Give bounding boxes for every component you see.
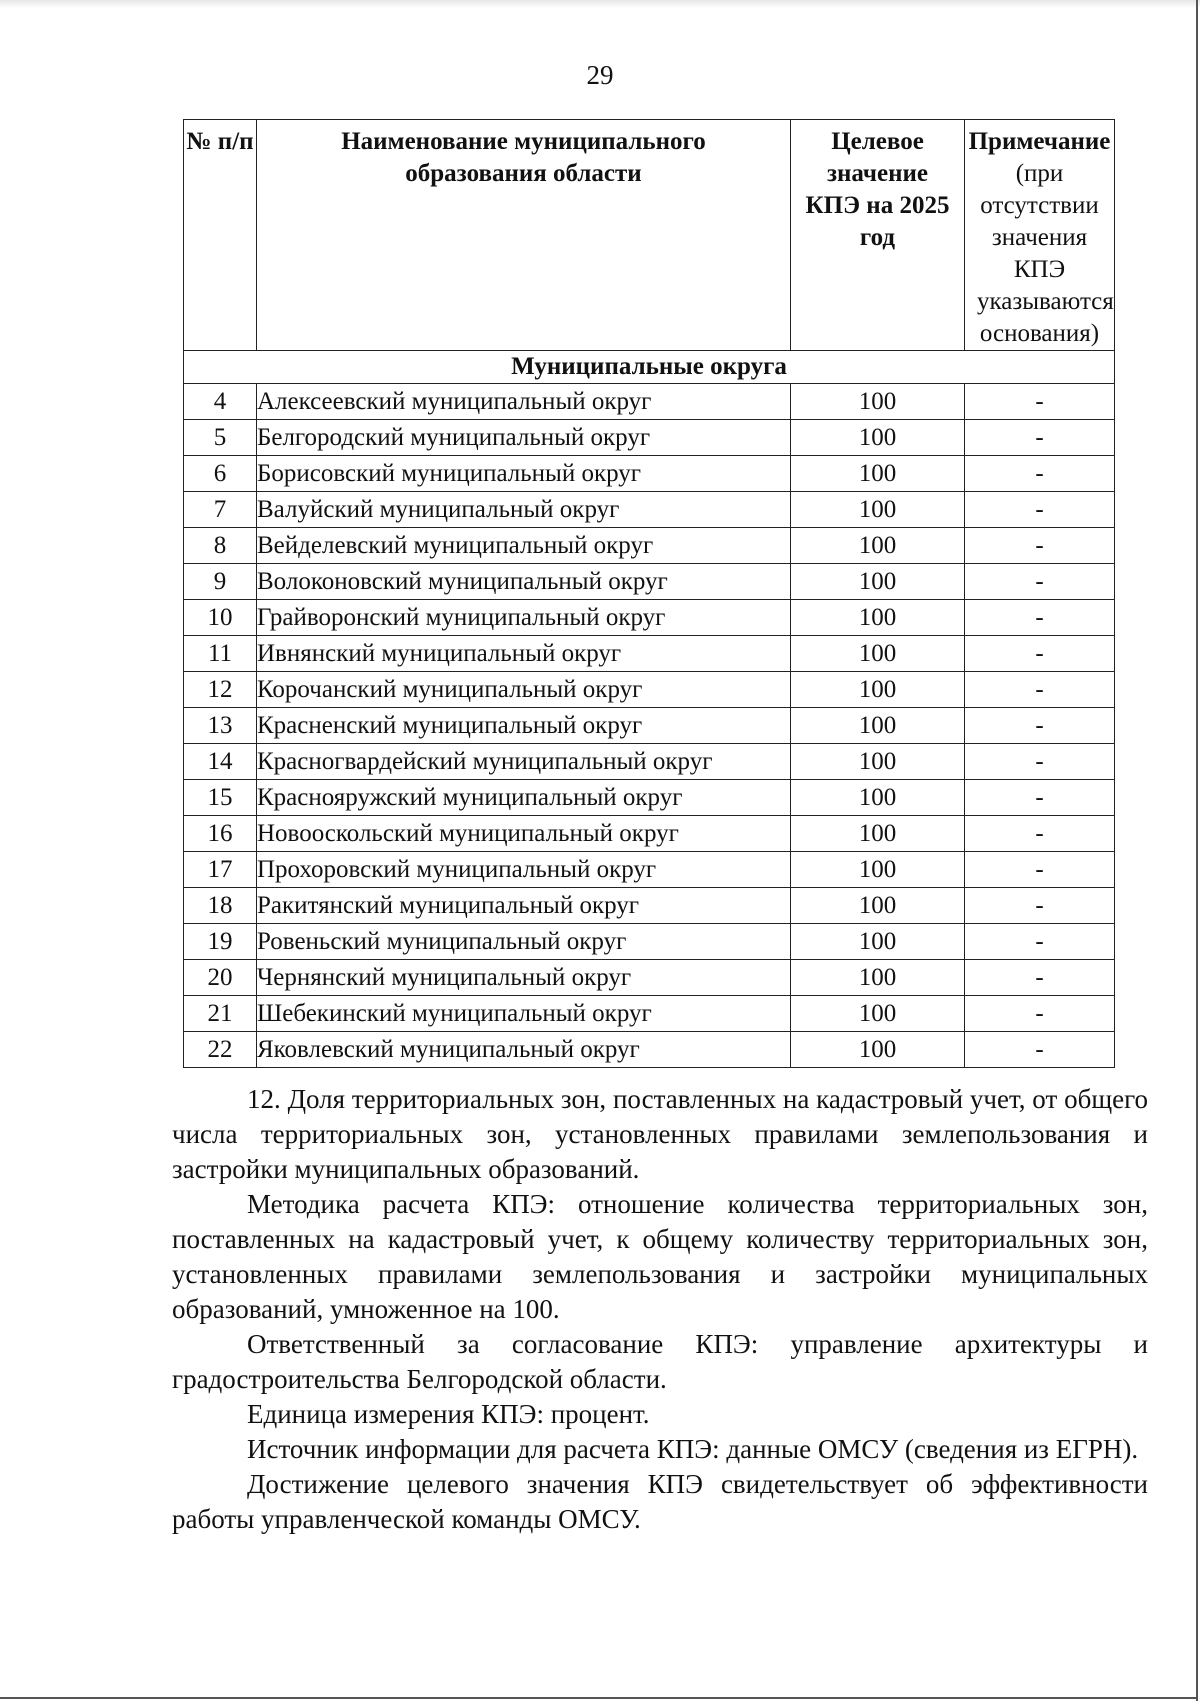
row-note: - (965, 1032, 1115, 1068)
page-number: 29 (586, 60, 614, 90)
row-target-value: 100 (791, 888, 965, 924)
row-note: - (965, 924, 1115, 960)
table-row (184, 672, 1115, 708)
table-row (184, 708, 1115, 744)
row-municipality-name: Валуйский муниципальный округ (257, 492, 791, 528)
kpe-table (183, 119, 1115, 1068)
row-note: - (965, 600, 1115, 636)
row-target-value: 100 (791, 492, 965, 528)
row-note: - (965, 852, 1115, 888)
row-municipality-name: Новооскольский муниципальный округ (257, 816, 791, 852)
paragraph-unit: Единица измерения КПЭ: процент. (247, 1399, 650, 1429)
row-number: 5 (184, 420, 257, 456)
row-number: 14 (184, 744, 257, 780)
row-note: - (965, 564, 1115, 600)
row-number: 17 (184, 852, 257, 888)
row-number: 15 (184, 780, 257, 816)
row-municipality-name: Корочанский муниципальный округ (257, 672, 791, 708)
row-note: - (965, 672, 1115, 708)
row-target-value: 100 (791, 744, 965, 780)
header-note-title: Примечание (968, 128, 1111, 155)
table-row (184, 996, 1115, 1032)
table-row (184, 636, 1115, 672)
row-municipality-name: Яковлевский муниципальный округ (257, 1032, 791, 1068)
row-municipality-name: Алексеевский муниципальный округ (257, 384, 791, 420)
table-row (184, 924, 1115, 960)
row-note: - (965, 528, 1115, 564)
header-note (965, 120, 1115, 351)
paragraph-achievement: Достижение целевого значения КПЭ свидетельствует об эффективности работы управленческой команды ОМСУ. (172, 1469, 1148, 1534)
row-number: 6 (184, 456, 257, 492)
row-municipality-name: Шебекинский муниципальный округ (257, 996, 791, 1032)
row-note: - (965, 996, 1115, 1032)
header-note-text: (при отсутствии значения КПЭ указываются основания) (977, 160, 1114, 347)
table-row (184, 780, 1115, 816)
row-note: - (965, 708, 1115, 744)
scan-bottom-border (0, 1697, 1198, 1699)
row-target-value: 100 (791, 816, 965, 852)
row-number: 8 (184, 528, 257, 564)
row-municipality-name: Борисовский муниципальный округ (257, 456, 791, 492)
paragraph-kpe-12: 12. Доля территориальных зон, поставленных на кадастровый учет, от общего числа территориальных зон, установленных правилами землепользования и застройки муниципальных образований. (172, 1084, 1148, 1184)
row-municipality-name: Волоконовский муниципальный округ (257, 564, 791, 600)
row-note: - (965, 456, 1115, 492)
row-target-value: 100 (791, 564, 965, 600)
scan-right-border (1196, 0, 1198, 1701)
row-target-value: 100 (791, 384, 965, 420)
row-number: 16 (184, 816, 257, 852)
table-row (184, 960, 1115, 996)
row-number: 18 (184, 888, 257, 924)
table-row (184, 744, 1115, 780)
row-note: - (965, 636, 1115, 672)
row-municipality-name: Краснояружский муниципальный округ (257, 780, 791, 816)
table-row (184, 528, 1115, 564)
table-row (184, 456, 1115, 492)
paragraph-source: Источник информации для расчета КПЭ: данные ОМСУ (сведения из ЕГРН). (247, 1434, 1139, 1464)
row-target-value: 100 (791, 852, 965, 888)
row-target-value: 100 (791, 456, 965, 492)
row-number: 7 (184, 492, 257, 528)
header-target: Целевое значение КПЭ на 2025 год (791, 120, 965, 351)
paragraph-responsible: Ответственный за согласование КПЭ: управление архитектуры и градостроительства Белгородской области. (172, 1329, 1148, 1394)
row-number: 20 (184, 960, 257, 996)
header-num: № п/п (184, 120, 257, 351)
row-note: - (965, 888, 1115, 924)
row-target-value: 100 (791, 528, 965, 564)
row-number: 4 (184, 384, 257, 420)
table-row (184, 600, 1115, 636)
table-row (184, 888, 1115, 924)
row-target-value: 100 (791, 636, 965, 672)
row-number: 22 (184, 1032, 257, 1068)
row-target-value: 100 (791, 996, 965, 1032)
row-number: 12 (184, 672, 257, 708)
row-target-value: 100 (791, 960, 965, 996)
row-municipality-name: Ракитянский муниципальный округ (257, 888, 791, 924)
row-number: 10 (184, 600, 257, 636)
row-municipality-name: Вейделевский муниципальный округ (257, 528, 791, 564)
header-name: Наименование муниципального образования области (257, 120, 791, 351)
row-note: - (965, 960, 1115, 996)
row-number: 13 (184, 708, 257, 744)
row-municipality-name: Чернянский муниципальный округ (257, 960, 791, 996)
section-row (184, 351, 1115, 384)
row-number: 11 (184, 636, 257, 672)
row-target-value: 100 (791, 672, 965, 708)
row-target-value: 100 (791, 708, 965, 744)
row-number: 19 (184, 924, 257, 960)
row-note: - (965, 492, 1115, 528)
table-row (184, 420, 1115, 456)
row-target-value: 100 (791, 924, 965, 960)
row-target-value: 100 (791, 420, 965, 456)
row-municipality-name: Ровеньский муниципальный округ (257, 924, 791, 960)
scan-top-edge (0, 0, 1200, 8)
table-header-row (184, 120, 1115, 351)
row-municipality-name: Грайворонский муниципальный округ (257, 600, 791, 636)
row-number: 21 (184, 996, 257, 1032)
table-row (184, 564, 1115, 600)
paragraph-methodology: Методика расчета КПЭ: отношение количества территориальных зон, поставленных на кадастровый учет, к общему количеству территориальных зон, установленных правилами землепользования и застройки муниципальных образований, умноженное на 100. (172, 1189, 1148, 1324)
row-note: - (965, 780, 1115, 816)
row-target-value: 100 (791, 600, 965, 636)
row-municipality-name: Ивнянский муниципальный округ (257, 636, 791, 672)
table-row (184, 816, 1115, 852)
table-row (184, 492, 1115, 528)
row-note: - (965, 420, 1115, 456)
row-note: - (965, 744, 1115, 780)
row-municipality-name: Белгородский муниципальный округ (257, 420, 791, 456)
row-target-value: 100 (791, 1032, 965, 1068)
table-row (184, 1032, 1115, 1068)
row-note: - (965, 816, 1115, 852)
row-municipality-name: Красненский муниципальный округ (257, 708, 791, 744)
row-target-value: 100 (791, 780, 965, 816)
row-municipality-name: Прохоровский муниципальный округ (257, 852, 791, 888)
row-number: 9 (184, 564, 257, 600)
table-row (184, 384, 1115, 420)
section-title: Муниципальные округа (184, 351, 1115, 384)
row-note: - (965, 384, 1115, 420)
table-row (184, 852, 1115, 888)
body-text (172, 1082, 1148, 1537)
row-municipality-name: Красногвардейский муниципальный округ (257, 744, 791, 780)
